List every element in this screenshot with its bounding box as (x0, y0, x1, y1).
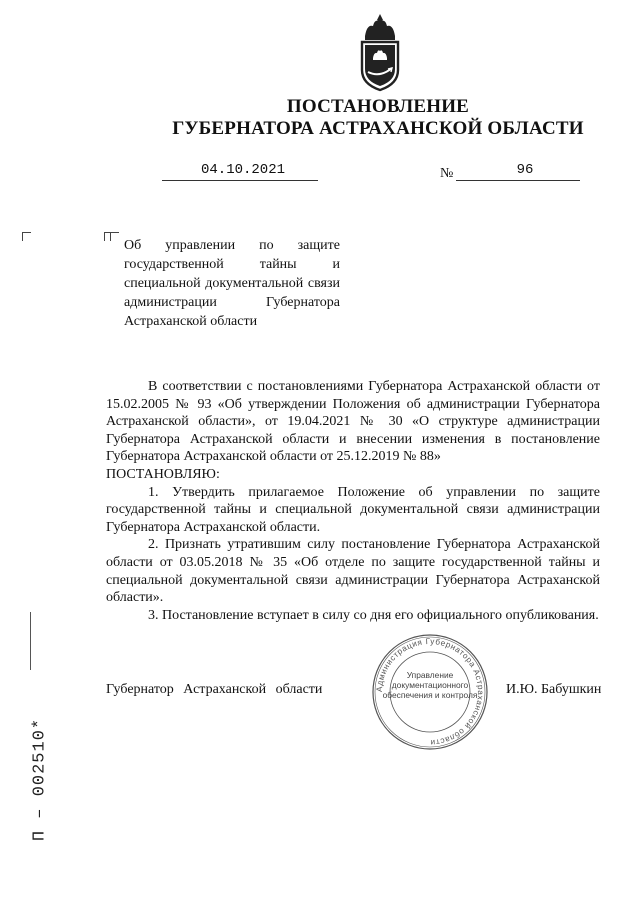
document-date: 04.10.2021 (200, 162, 285, 178)
registration-code: П – 002510* (30, 717, 50, 842)
item-1: 1. Утвердить прилагаемое Положение об управлении по защите государственной тайны и специальной документальной связи администрации Губернатора Астраханской области. (106, 484, 600, 535)
decree-word: ПОСТАНОВЛЯЮ: (106, 466, 220, 482)
margin-rule (30, 612, 31, 670)
number-label: № (440, 166, 454, 181)
stamp-inner-text: Управление документационного обеспечения и контроля (382, 670, 478, 700)
item-3: 3. Постановление вступает в силу со дня его официального опубликования. (148, 607, 599, 623)
corner-mark-subject-inner (110, 232, 119, 241)
preamble-paragraph: В соответствии с постановлениями Губернатора Астраханской области от 15.02.2005 № 93 «Об утверждении Положения об администрации Губернатора Астраханской области», от 19.04.2021 № 30 «О структуре администрации Губернатора Астраханской области и внесении изменения в постановление Губернатора Астраханской области от 25.12.2019 № 88» (106, 379, 600, 465)
number-underline (456, 180, 580, 181)
document-subject: Об управлении по защите государственной тайны и специальной документальной связи администрации Губернатора Астраханской области (124, 238, 340, 329)
coat-of-arms-emblem (355, 12, 405, 92)
document-body (106, 378, 600, 624)
document-title: ПОСТАНОВЛЕНИЕ (286, 96, 470, 117)
signatory-name: И.Ю. Бабушкин (506, 682, 602, 697)
stamp-ring-text: Администрация Губернатора Астраханской области (374, 636, 486, 748)
document-title-issuer: ГУБЕРНАТОРА АСТРАХАНСКОЙ ОБЛАСТИ (172, 118, 584, 139)
document-number: 96 (516, 162, 534, 178)
signatory-position: Губернатор Астраханской области (106, 682, 323, 697)
item-2: 2. Признать утратившим силу постановление Губернатора Астраханской области от 03.05.2018 № 35 «Об отделе по защите государственной тайны и специальной документальной связи администрации Губернатора Астраханской области». (106, 537, 600, 606)
corner-mark-left (22, 232, 31, 241)
date-underline (162, 180, 318, 181)
